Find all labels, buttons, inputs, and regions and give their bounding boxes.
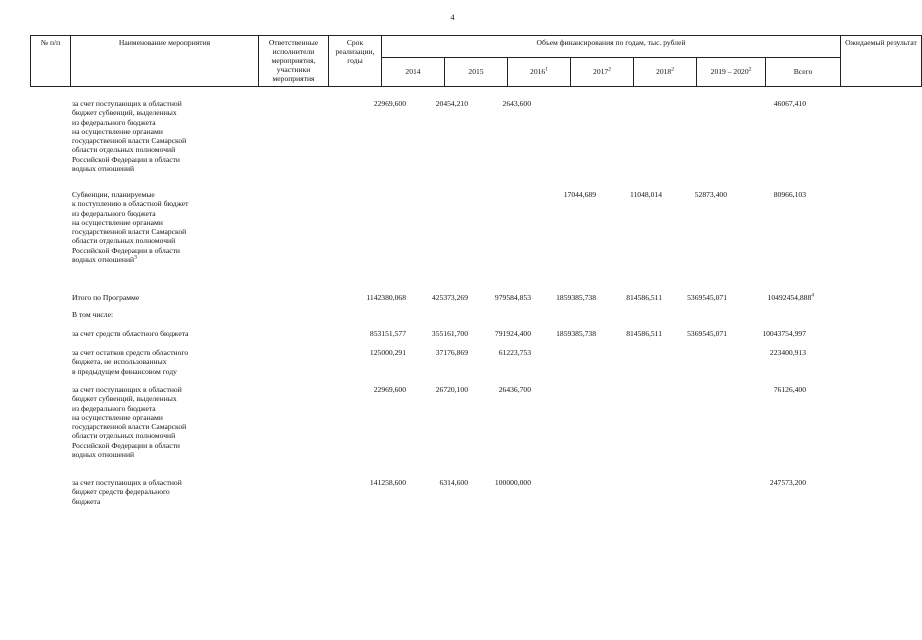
value-2015: 355161,700	[431, 329, 468, 338]
value-2019-2020: 52873,400	[694, 190, 727, 199]
row-label: В том числе:	[72, 310, 114, 319]
value-total: 10043754,997	[762, 329, 806, 338]
value-total: 80966,103	[773, 190, 806, 199]
header-year-2018: 2018$^2$	[634, 58, 697, 86]
value-total: 223400,913	[769, 348, 806, 357]
header-term: Срок реализации, годы	[329, 36, 382, 87]
value-2015: 425373,269	[431, 293, 468, 302]
header-number: № п/п	[31, 36, 71, 87]
header-activity-name: Наименование мероприятия	[71, 36, 259, 87]
row-label: Итого по Программе	[72, 293, 140, 302]
value-2014: 125000,291	[369, 348, 406, 357]
header-year-2014: 2014	[382, 58, 445, 86]
header-year-2017: 2017$^2$	[571, 58, 634, 86]
value-2019-2020: 5369545,071	[687, 329, 727, 338]
value-total: 10492454,888$^4$	[767, 292, 814, 302]
value-2016: 61223,753	[498, 348, 531, 357]
row-label: за счет поступающих в областной бюджет субвенций, выделенных из федерального бюджета на осуществление органами государственной власти Самарской области отдельных полномочий Российской Федерации в области водных отношений	[72, 385, 187, 459]
header-responsible: Ответственные исполнители мероприятия, участники мероприятия	[259, 36, 329, 87]
value-2014: 1142380,068	[366, 293, 406, 302]
value-2015: 37176,869	[435, 348, 468, 357]
value-2014: 853151,577	[369, 329, 406, 338]
value-2017: 17044,689	[563, 190, 596, 199]
row-label: за счет поступающих в областной бюджет средств федерального бюджета	[72, 478, 182, 506]
value-2017: 1859385,738	[556, 329, 596, 338]
header-expected-result: Ожидаемый результат	[841, 36, 922, 87]
value-2016: 791924,400	[494, 329, 531, 338]
value-2015: 20454,210	[435, 99, 468, 108]
header-year-2016: 2016$^1$	[508, 58, 571, 86]
value-2019-2020: 5369545,071	[687, 293, 727, 302]
header-financing: Объем финансирования по годам, тыс. рублей	[382, 36, 841, 58]
value-2018: 11048,014	[630, 190, 662, 199]
row-label: за счет поступающих в областной бюджет субвенций, выделенных из федерального бюджета на осуществление органами государственной власти Самарской области отдельных полномочий Российской Федерации в области водных отношений	[72, 99, 187, 173]
value-2016: 979584,853	[494, 293, 531, 302]
value-2016: 2643,600	[502, 99, 531, 108]
value-2014: 22969,600	[373, 385, 406, 394]
value-2016: 26436,700	[498, 385, 531, 394]
value-total: 247573,200	[769, 478, 806, 487]
header-total: Всего	[766, 58, 841, 86]
value-2015: 6314,600	[439, 478, 468, 487]
value-2016: 100000,000	[494, 478, 531, 487]
value-2014: 22969,600	[373, 99, 406, 108]
header-year-2019-2020: 2019 – 2020$^2$	[697, 58, 766, 86]
row-label: за счет остатков средств областного бюджета, не использованных в предыдущем финансовом году	[72, 348, 189, 376]
value-total: 46067,410	[773, 99, 806, 108]
header-year-2015: 2015	[445, 58, 508, 86]
value-2015: 26720,100	[435, 385, 468, 394]
value-2018: 814586,511	[626, 329, 662, 338]
page-number: 4	[450, 13, 455, 22]
value-2018: 814586,511	[626, 293, 662, 302]
row-label: за счет средств областного бюджета	[72, 329, 189, 338]
value-2014: 141258,600	[369, 478, 406, 487]
row-label: Субвенции, планируемые к поступлению в областной бюджет из федерального бюджета на осуществление органами государственной власти Самарской области отдельных полномочий Российской Федерации в области водных отношений$^3$	[72, 190, 189, 264]
value-2017: 1859385,738	[556, 293, 596, 302]
value-total: 76126,400	[773, 385, 806, 394]
